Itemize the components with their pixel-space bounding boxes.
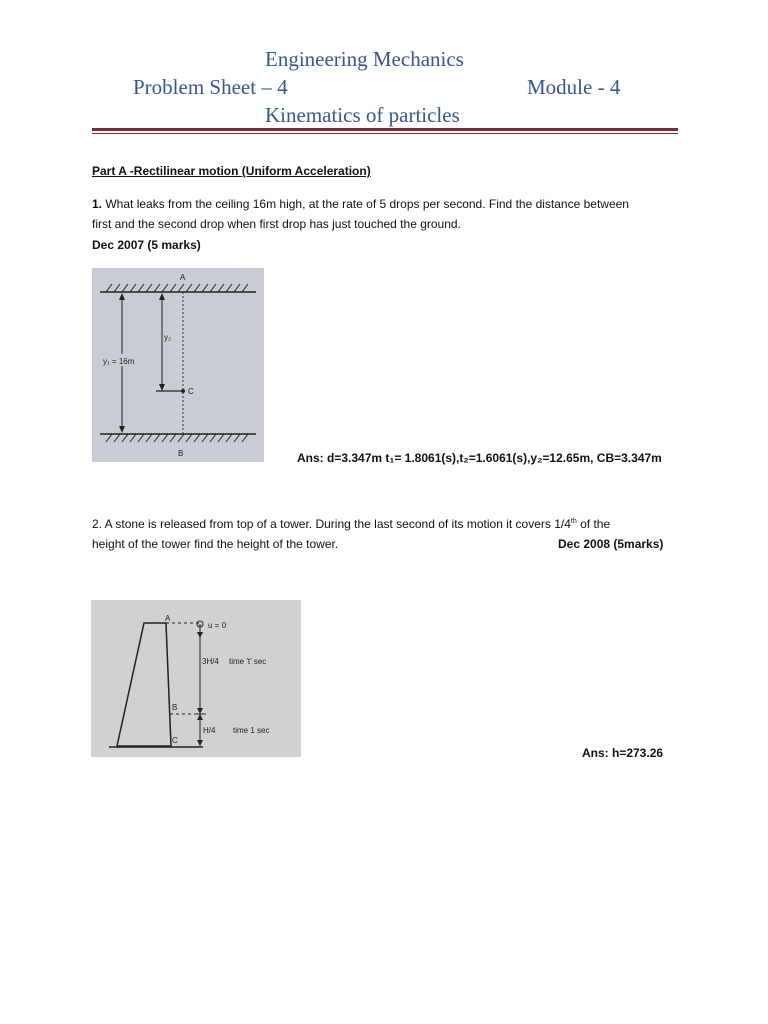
document-title: Engineering Mechanics: [265, 47, 464, 71]
question-2-figure: [91, 600, 301, 757]
q2-label-c: C: [172, 736, 178, 745]
question-1-figure: [92, 268, 264, 462]
question-2-text-end: of the: [576, 517, 611, 531]
question-1-source: Dec 2007 (5 marks): [92, 238, 201, 252]
question-1-line-1: [92, 194, 629, 214]
q2-label-a: A: [165, 614, 171, 623]
question-2-line-2: height of the tower find the height of the tower.: [92, 537, 339, 551]
question-2-line-1: [92, 512, 610, 534]
question-2-source: Dec 2008 (5marks): [558, 537, 664, 551]
question-1-line-2: first and the second drop when first drop has just touched the ground.: [92, 217, 461, 231]
question-2-superscript: th: [570, 518, 577, 525]
q2-label-3h4: 3H/4: [202, 657, 219, 666]
question-2-text: 2. A stone is released from top of a tower. During the last second of its motion it covers 1/4: [92, 517, 571, 531]
q2-label-time-t: time 't' sec: [229, 657, 267, 666]
part-a-heading: Part A -Rectilinear motion (Uniform Acceleration): [92, 164, 371, 178]
q1-label-c: C: [188, 387, 194, 396]
document-subtitle: Kinematics of particles: [265, 103, 460, 127]
header-rule: [92, 128, 678, 131]
q2-label-h4: H/4: [203, 726, 216, 735]
q1-label-y1: y₁ = 16m: [103, 357, 135, 366]
q1-label-a: A: [180, 273, 186, 282]
header-rule-thin: [92, 133, 678, 134]
q2-label-b: B: [172, 703, 178, 712]
question-1-text: What leaks from the ceiling 16m high, at the rate of 5 drops per second. Find the distance between: [102, 197, 629, 211]
question-1-answer: Ans: d=3.347m t₁= 1.8061(s),t₂=1.6061(s),y₂=12.65m, CB=3.347m: [297, 451, 662, 465]
q2-label-u: u = 0: [208, 621, 227, 630]
q1-label-b: B: [178, 449, 184, 458]
question-1-number: 1.: [92, 197, 103, 211]
question-2-answer: Ans: h=273.26: [582, 746, 664, 760]
q1-label-y2: y₂: [164, 333, 172, 342]
problem-sheet-label: Problem Sheet – 4: [133, 75, 288, 99]
module-label: Module - 4: [527, 75, 621, 99]
q2-label-time-1: time 1 sec: [233, 726, 270, 735]
